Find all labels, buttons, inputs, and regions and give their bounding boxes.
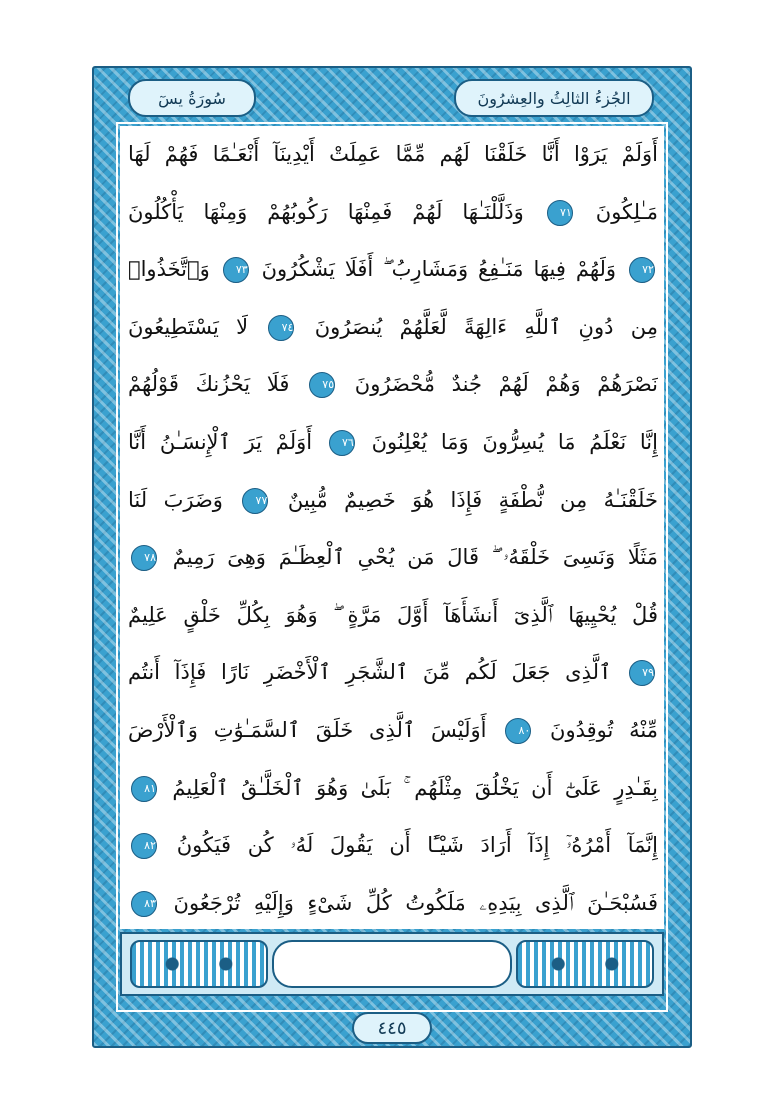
- text-line: [128, 241, 658, 299]
- ayah-number-marker: ٧٤: [268, 315, 294, 341]
- verse-text: خَلَقْنَـٰهُ مِن نُّطْفَةٍ فَإِذَا هُوَ خَصِيمٌ مُّبِينٌ: [287, 487, 658, 512]
- ornament-center-panel: [272, 940, 512, 988]
- verse-text: مِن دُونِ ٱللَّهِ ءَالِهَةً لَّعَلَّهُمْ يُنصَرُونَ: [314, 314, 658, 339]
- ayah-number-marker: ٨٣: [131, 891, 157, 917]
- ayah-number-marker: ٧٢: [629, 257, 655, 283]
- quran-text: [128, 126, 658, 926]
- verse-text: فَلَا يَحْزُنكَ قَوْلُهُمْ: [128, 372, 290, 397]
- ornament-right: [516, 940, 654, 988]
- text-line: [128, 472, 658, 530]
- verse-text: مَثَلًا وَنَسِىَ خَلْقَهُۥ ۖ قَالَ مَن يُحْىِ ٱلْعِظَـٰمَ وَهِىَ رَمِيمٌ: [172, 545, 658, 570]
- verse-text: فَسُبْحَـٰنَ ٱلَّذِى بِيَدِهِۦ مَلَكُوتُ كُلِّ شَىْءٍ وَإِلَيْهِ تُرْجَعُونَ: [173, 890, 658, 915]
- text-line: [128, 702, 658, 760]
- text-line: [128, 587, 658, 645]
- text-line: [128, 644, 658, 702]
- ayah-number-marker: ٧١: [547, 200, 573, 226]
- ayah-number-marker: ٧٥: [309, 372, 335, 398]
- page-number: ٤٤٥: [352, 1012, 432, 1044]
- verse-text: لَا يَسْتَطِيعُونَ: [128, 314, 249, 339]
- text-line: [128, 126, 658, 184]
- verse-text: أَوَلَمْ يَرَوْا أَنَّا خَلَقْنَا لَهُم مِّمَّا عَمِلَتْ أَيْدِينَآ أَنْعَـٰمًا فَهُمْ لَهَا: [128, 142, 658, 166]
- verse-text: إِنَّا نَعْلَمُ مَا يُسِرُّونَ وَمَا يُعْلِنُونَ: [371, 429, 658, 454]
- verse-text: وَٱتَّخَذُوا۟: [128, 257, 210, 282]
- bottom-ornament-band: [120, 932, 664, 996]
- verse-text: وَلَهُمْ فِيهَا مَنَـٰفِعُ وَمَشَارِبُ ۖ أَفَلَا يَشْكُرُونَ: [261, 257, 617, 282]
- verse-text: قُلْ يُحْيِيهَا ٱلَّذِىٓ أَنشَأَهَآ أَوَّلَ مَرَّةٍ ۖ وَهُوَ بِكُلِّ خَلْقٍ عَلِيمٌ: [128, 602, 658, 627]
- ayah-number-marker: ٨٢: [131, 833, 157, 859]
- verse-text: وَضَرَبَ لَنَا: [128, 487, 223, 512]
- verse-text: إِنَّمَآ أَمْرُهُۥٓ إِذَآ أَرَادَ شَيْـًٔا أَن يَقُولَ لَهُۥ كُن فَيَكُونُ: [176, 833, 658, 858]
- text-line: [128, 817, 658, 875]
- text-line: [128, 184, 658, 242]
- text-line: [128, 356, 658, 414]
- verse-text: أَوَلَيْسَ ٱلَّذِى خَلَقَ ٱلسَّمَـٰوَٰتِ وَٱلْأَرْضَ: [128, 717, 487, 742]
- ayah-number-marker: ٨٠: [505, 718, 531, 744]
- verse-text: بِقَـٰدِرٍ عَلَىٰٓ أَن يَخْلُقَ مِثْلَهُم ۚ بَلَىٰ وَهُوَ ٱلْخَلَّـٰقُ ٱلْعَلِيمُ: [172, 775, 658, 800]
- ayah-number-marker: ٧٨: [131, 545, 157, 571]
- juz-title: الجُزءُ الثالِثُ والعِشرُونَ: [454, 79, 654, 117]
- verse-text: أَوَلَمْ يَرَ ٱلْإِنسَـٰنُ أَنَّا: [128, 429, 313, 454]
- ornament-left: [130, 940, 268, 988]
- text-line: [128, 760, 658, 818]
- surah-title: سُورَةُ يسٓ: [128, 79, 256, 117]
- ayah-number-marker: ٧٩: [629, 660, 655, 686]
- ayah-number-marker: ٧٣: [223, 257, 249, 283]
- verse-text: مَـٰلِكُونَ: [595, 199, 658, 224]
- verse-text: وَذَلَّلْنَـٰهَا لَهُمْ فَمِنْهَا رَكُوبُهُمْ وَمِنْهَا يَأْكُلُونَ: [128, 199, 524, 224]
- verse-text: ٱلَّذِى جَعَلَ لَكُم مِّنَ ٱلشَّجَرِ ٱلْأَخْضَرِ نَارًا فَإِذَآ أَنتُم: [128, 660, 612, 685]
- text-line: [128, 299, 658, 357]
- text-line: [128, 414, 658, 472]
- verse-text: نَصْرَهُمْ وَهُمْ لَهُمْ جُندٌ مُّحْضَرُونَ: [354, 372, 658, 397]
- text-line: [128, 529, 658, 587]
- ayah-number-marker: ٨١: [131, 776, 157, 802]
- verse-text: مِّنْهُ تُوقِدُونَ: [550, 717, 658, 742]
- text-line: [128, 875, 658, 933]
- ayah-number-marker: ٧٧: [242, 488, 268, 514]
- ayah-number-marker: ٧٦: [329, 430, 355, 456]
